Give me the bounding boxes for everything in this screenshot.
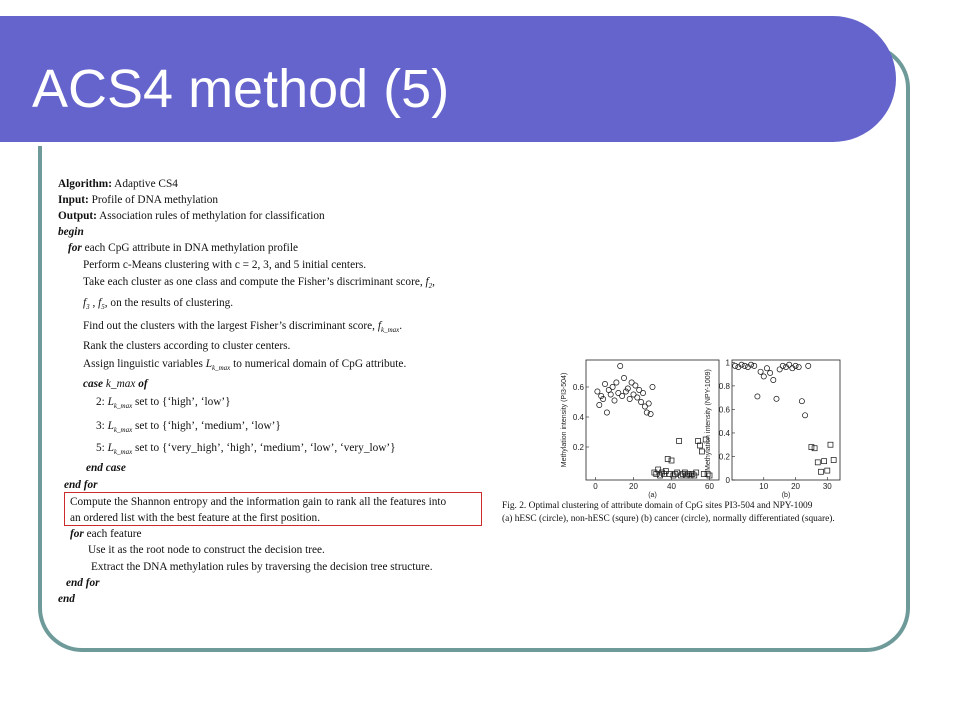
data-point-circle (640, 390, 645, 395)
input-value: Profile of DNA methylation (91, 194, 219, 206)
y-axis-label: Methylation intensity (PI3-504) (561, 372, 568, 468)
case-5-text: set to {‘very_high’, ‘high’, ‘medium’, ‘low’, ‘very_low’} (135, 442, 396, 454)
data-point-circle (774, 396, 779, 401)
data-point-circle (755, 394, 760, 399)
data-point-square (663, 469, 668, 474)
for-keyword: for (70, 528, 84, 540)
y-tick-label: 0.4 (572, 413, 584, 422)
output-value: Association rules of methylation for classification (99, 210, 325, 222)
data-point-square (705, 472, 710, 477)
figure-caption (502, 500, 912, 526)
data-point-square (677, 439, 682, 444)
step-assign-text-a: Assign linguistic variables (83, 358, 203, 370)
case-2-number: 2: (96, 396, 105, 408)
case-3-text: set to {‘high’, ‘medium’, ‘low’} (135, 420, 281, 432)
output-line (58, 208, 325, 225)
data-point-circle (595, 389, 600, 394)
case-2-line (96, 394, 231, 415)
lkmax-symbol: $L_{k\_max}$ (107, 442, 133, 456)
lkmax-symbol: $L_{k\_max}$ (205, 358, 231, 372)
tree-root-line: Use it as the root node to construct the decision tree. (88, 544, 325, 556)
data-point-circle (733, 363, 738, 368)
step-fisher-continued (83, 295, 233, 316)
y-tick-label: 0.2 (572, 443, 584, 452)
data-point-circle (602, 381, 607, 386)
data-point-square (665, 457, 670, 462)
case-variable: k_max (105, 378, 136, 390)
panel-label: (b) (781, 492, 791, 499)
end-case-keyword: end case (86, 462, 126, 474)
step-assign-linguistic (83, 356, 406, 377)
data-point-circle (758, 369, 763, 374)
y-axis-label: Methylation intensity (NPY-1009) (705, 369, 712, 471)
data-point-square (694, 470, 699, 475)
caption-line-2: (a) hESC (circle), non-hESC (squre) (b) cancer (circle), normally differentiated (square). (502, 514, 835, 524)
data-point-circle (635, 395, 640, 400)
data-point-square (679, 473, 684, 478)
case-3-number: 3: (96, 420, 105, 432)
data-point-circle (777, 367, 782, 372)
panel-label: (a) (648, 492, 657, 499)
x-tick-label: 20 (629, 482, 638, 491)
input-label: Input: (58, 194, 89, 206)
y-tick-label: 1 (725, 358, 730, 368)
data-point-square (680, 472, 685, 477)
lkmax-symbol: $L_{k\_max}$ (107, 396, 133, 410)
end-keyword: end (58, 593, 75, 605)
data-point-circle (742, 363, 747, 368)
data-point-circle (639, 399, 644, 404)
algorithm-header-line (58, 176, 178, 193)
end-for-keyword: end for (64, 479, 98, 491)
data-point-circle (623, 389, 628, 394)
data-point-circle (646, 401, 651, 406)
data-point-square (652, 470, 657, 475)
fkmax-symbol: $f_{k\_max}$. (377, 320, 403, 334)
y-tick-label: 0 (725, 476, 730, 485)
data-point-circle (633, 383, 638, 388)
data-point-square (831, 458, 836, 463)
step-cmeans: Perform c-Means clustering with c = 2, 3, and 5 initial centers. (83, 259, 367, 271)
data-point-circle (627, 396, 632, 401)
x-tick-label: 20 (791, 482, 800, 491)
plot-frame (732, 360, 840, 480)
x-tick-label: 0 (593, 482, 598, 491)
y-tick-label: 0.4 (718, 428, 730, 438)
data-point-square (661, 472, 666, 477)
slide-title: ACS4 method (5) (32, 59, 450, 119)
x-tick-label: 30 (822, 482, 832, 491)
data-point-circle (597, 402, 602, 407)
data-point-square (690, 472, 695, 477)
case-line (83, 376, 148, 393)
step-largest-fisher-text: Find out the clusters with the largest Fisher’s discriminant score, (83, 320, 376, 332)
data-point-square (809, 445, 814, 450)
y-tick-label: 0.6 (718, 405, 730, 415)
begin-keyword: begin (58, 226, 84, 238)
data-point-circle (610, 384, 615, 389)
case-keyword: case (83, 378, 104, 390)
data-point-circle (796, 364, 801, 369)
step-fisher (83, 274, 435, 295)
for-keyword: for (68, 242, 82, 254)
y-tick-label: 0.8 (718, 381, 730, 391)
y-tick-label: 0.6 (572, 383, 584, 392)
tree-extract-line: Extract the DNA methylation rules by traversing the decision tree structure. (91, 561, 433, 573)
data-point-square (825, 468, 830, 473)
algorithm-label: Algorithm: (58, 178, 112, 190)
data-point-square (812, 446, 817, 451)
shannon-line-2: an ordered list with the best feature at the first position. (70, 512, 321, 524)
data-point-circle (768, 370, 773, 375)
f3-f5-symbols: $f_3$ , $f_5$ (83, 297, 105, 311)
y-tick-label: 0.2 (718, 452, 730, 462)
shannon-line-1: Compute the Shannon entropy and the information gain to rank all the features into (70, 496, 447, 508)
data-point-circle (771, 377, 776, 382)
data-point-circle (601, 396, 606, 401)
data-point-circle (620, 393, 625, 398)
of-keyword: of (138, 378, 148, 390)
lkmax-symbol: $L_{k\_max}$ (107, 420, 133, 434)
data-point-square (669, 458, 674, 463)
step-rank-clusters: Rank the clusters according to cluster centers. (83, 340, 291, 352)
data-point-square (822, 459, 827, 464)
case-3-line (96, 418, 281, 439)
data-point-square (682, 470, 687, 475)
algorithm-value: Adaptive CS4 (114, 178, 178, 190)
x-tick-label: 10 (759, 482, 769, 491)
case-5-number: 5: (96, 442, 105, 454)
data-point-circle (806, 363, 811, 368)
data-point-circle (625, 386, 630, 391)
caption-line-1: Fig. 2. Optimal clustering of attribute domain of CpG sites PI3-504 and NPY-1009 (502, 501, 813, 511)
data-point-square (675, 470, 680, 475)
step-fisher-cont-text: , on the results of clustering. (104, 297, 234, 309)
data-point-circle (802, 413, 807, 418)
plot-frame (586, 360, 719, 480)
highlight-box (64, 492, 482, 526)
data-point-square (686, 472, 691, 477)
output-label: Output: (58, 210, 97, 222)
data-point-circle (621, 375, 626, 380)
x-tick-label: 40 (667, 482, 676, 491)
data-point-circle (614, 380, 619, 385)
for-each-cpg-text: each CpG attribute in DNA methylation profile (84, 242, 298, 254)
data-point-circle (764, 366, 769, 371)
x-tick-label: 60 (705, 482, 714, 491)
step-assign-text-b: to numerical domain of CpG attribute. (233, 358, 407, 370)
for-each-cpg-line (68, 240, 298, 257)
data-point-square (699, 449, 704, 454)
title-underline (0, 142, 848, 146)
end-for-keyword: end for (66, 577, 100, 589)
clustering-figure (552, 350, 902, 500)
data-point-circle (650, 384, 655, 389)
data-point-circle (761, 374, 766, 379)
data-point-circle (608, 392, 613, 397)
title-banner (0, 16, 896, 142)
data-point-circle (604, 410, 609, 415)
data-point-square (688, 473, 693, 478)
case-5-line (96, 440, 396, 461)
data-point-square (818, 469, 823, 474)
data-point-circle (780, 363, 785, 368)
data-point-circle (612, 398, 617, 403)
data-point-square (660, 470, 665, 475)
case-2-text: set to {‘high’, ‘low’} (135, 396, 231, 408)
step-largest-fisher (83, 318, 402, 339)
data-point-square (667, 472, 672, 477)
data-point-circle (752, 363, 757, 368)
for-each-feature-text: each feature (86, 528, 142, 540)
data-point-circle (799, 399, 804, 404)
data-point-square (658, 473, 663, 478)
f2-symbol: $f_2$, (425, 276, 435, 290)
step-fisher-text: Take each cluster as one class and compute the Fisher’s discriminant score, (83, 276, 423, 288)
data-point-square (692, 473, 697, 478)
data-point-square (701, 472, 706, 477)
data-point-square (673, 472, 678, 477)
data-point-circle (618, 363, 623, 368)
for-each-feature-line (70, 526, 142, 543)
input-line (58, 192, 218, 209)
data-point-circle (599, 393, 604, 398)
data-point-square (815, 460, 820, 465)
data-point-square (684, 473, 689, 478)
data-point-square (828, 442, 833, 447)
